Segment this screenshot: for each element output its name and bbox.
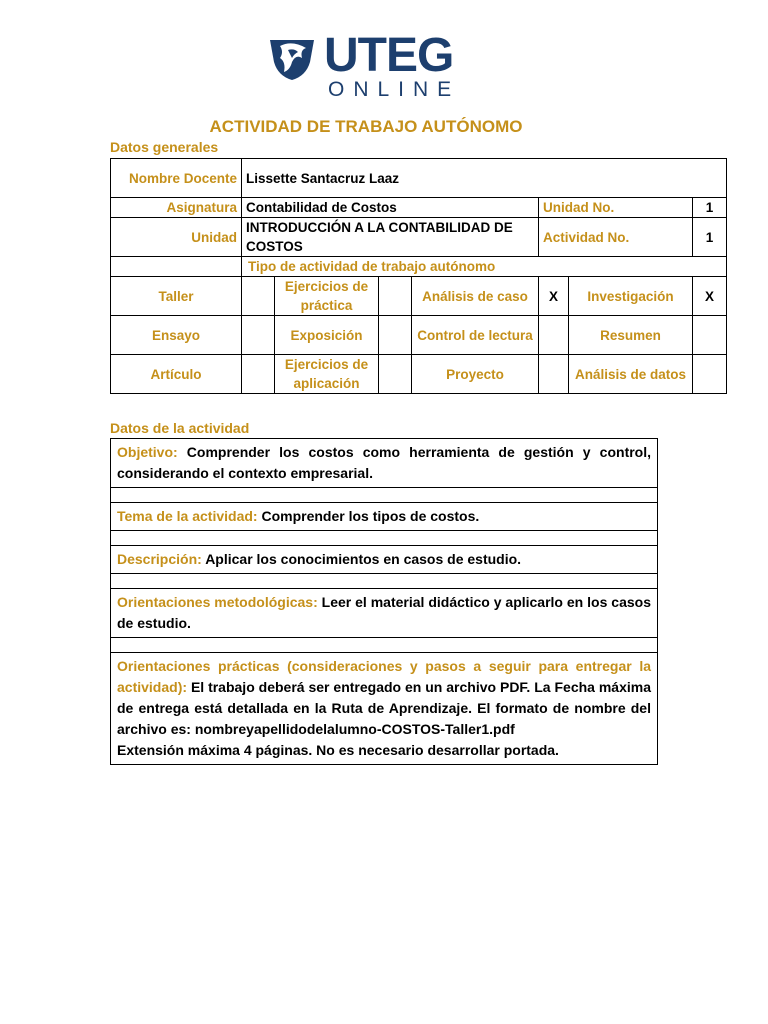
tipo-option-label: Control de lectura [412, 316, 539, 355]
asignatura-row [111, 198, 727, 218]
spacer-cell [111, 488, 658, 503]
objetivo-key: Objetivo: [117, 444, 178, 460]
tipo-mark [242, 316, 275, 355]
actividad-no-label: Actividad No. [539, 218, 693, 257]
tipo-option-label: Taller [111, 277, 242, 316]
tipo-mark: X [693, 277, 727, 316]
unidad-label: Unidad [111, 218, 242, 257]
tipo-option-label: Resumen [569, 316, 693, 355]
tema-key: Tema de la actividad: [117, 508, 258, 524]
spacer-row [111, 574, 658, 589]
practicas-text: El trabajo deberá ser entregado en un archivo PDF. La Fecha máxima de entrega está detallada en la Ruta de Aprendizaje. El formato de nombre del archivo es: nombreyapellidodelalumno-COSTOS-Taller1.pdf [117, 679, 652, 737]
spacer-row [111, 488, 658, 503]
general-data-table [110, 158, 727, 394]
page-title: ACTIVIDAD DE TRABAJO AUTÓNOMO [209, 117, 523, 136]
tipo-mark [379, 277, 412, 316]
tipo-mark: X [539, 277, 569, 316]
tipo-option-label: Investigación [569, 277, 693, 316]
tipo-option-label: Artículo [111, 355, 242, 394]
docente-value: Lissette Santacruz Laaz [242, 159, 727, 198]
metodologicas-row [111, 589, 658, 638]
tipo-mark [539, 355, 569, 394]
descripcion-text: Aplicar los conocimientos en casos de estudio. [205, 551, 522, 567]
unidad-value: INTRODUCCIÓN A LA CONTABILIDAD DE COSTOS [242, 218, 539, 257]
unidad-no-label: Unidad No. [539, 198, 693, 218]
tipo-option-label: Proyecto [412, 355, 539, 394]
spacer-row [111, 638, 658, 653]
tipo-option-label: Ejercicios de práctica [275, 277, 379, 316]
tipo-mark [242, 355, 275, 394]
asignatura-label: Asignatura [111, 198, 242, 218]
tipo-mark [379, 316, 412, 355]
spacer-row [111, 531, 658, 546]
metodologicas-cell [111, 589, 658, 638]
practicas-key: Orientaciones prácticas (consideraciones y pasos a seguir para entregar la actividad): [117, 658, 651, 695]
tipo-row [111, 355, 727, 394]
tema-cell [111, 503, 658, 531]
descripcion-row [111, 546, 658, 574]
tema-text: Comprender los tipos de costos. [261, 508, 480, 524]
actividad-no-value: 1 [693, 218, 727, 257]
tipo-mark [379, 355, 412, 394]
tipo-mark [693, 355, 727, 394]
tipo-option-label: Ejercicios de aplicación [275, 355, 379, 394]
docente-label: Nombre Docente [111, 159, 242, 198]
metodologicas-key: Orientaciones metodológicas: [117, 594, 318, 610]
tipo-mark [242, 277, 275, 316]
unidad-no-value: 1 [693, 198, 727, 218]
tipo-option-label: Exposición [275, 316, 379, 355]
objetivo-text: Comprender los costos como herramienta de gestión y control, considerando el contexto empresarial. [117, 444, 652, 481]
tipo-header: Tipo de actividad de trabajo autónomo [242, 257, 727, 277]
tipo-row [111, 316, 727, 355]
lion-shield-icon [266, 36, 318, 82]
practicas-extra: Extensión máxima 4 páginas. No es necesario desarrollar portada. [117, 742, 559, 758]
general-section-label: Datos generales [110, 139, 219, 155]
tipo-header-row [111, 257, 727, 277]
practicas-row [111, 653, 658, 765]
activity-data-table [110, 438, 658, 765]
tipo-mark [539, 316, 569, 355]
tipo-mark [693, 316, 727, 355]
logo-sub: ONLINE [328, 78, 461, 101]
spacer-cell [111, 574, 658, 589]
metodologicas-text: Leer el material didáctico y aplicarlo en los casos de estudio. [117, 594, 651, 631]
docente-row [111, 159, 727, 198]
tipo-option-label: Ensayo [111, 316, 242, 355]
tema-row [111, 503, 658, 531]
tipo-row [111, 277, 727, 316]
tipo-option-label: Análisis de datos [569, 355, 693, 394]
uteg-online-logo [266, 29, 476, 104]
practicas-cell [111, 653, 658, 765]
tipo-blank [111, 257, 242, 277]
asignatura-value: Contabilidad de Costos [242, 198, 539, 218]
activity-section-label: Datos de la actividad [110, 420, 250, 436]
spacer-cell [111, 638, 658, 653]
logo-brand: UTEG [324, 29, 454, 82]
descripcion-key: Descripción: [117, 551, 202, 567]
unidad-row [111, 218, 727, 257]
objetivo-row [111, 439, 658, 488]
spacer-cell [111, 531, 658, 546]
objetivo-cell [111, 439, 658, 488]
tipo-option-label: Análisis de caso [412, 277, 539, 316]
descripcion-cell [111, 546, 658, 574]
